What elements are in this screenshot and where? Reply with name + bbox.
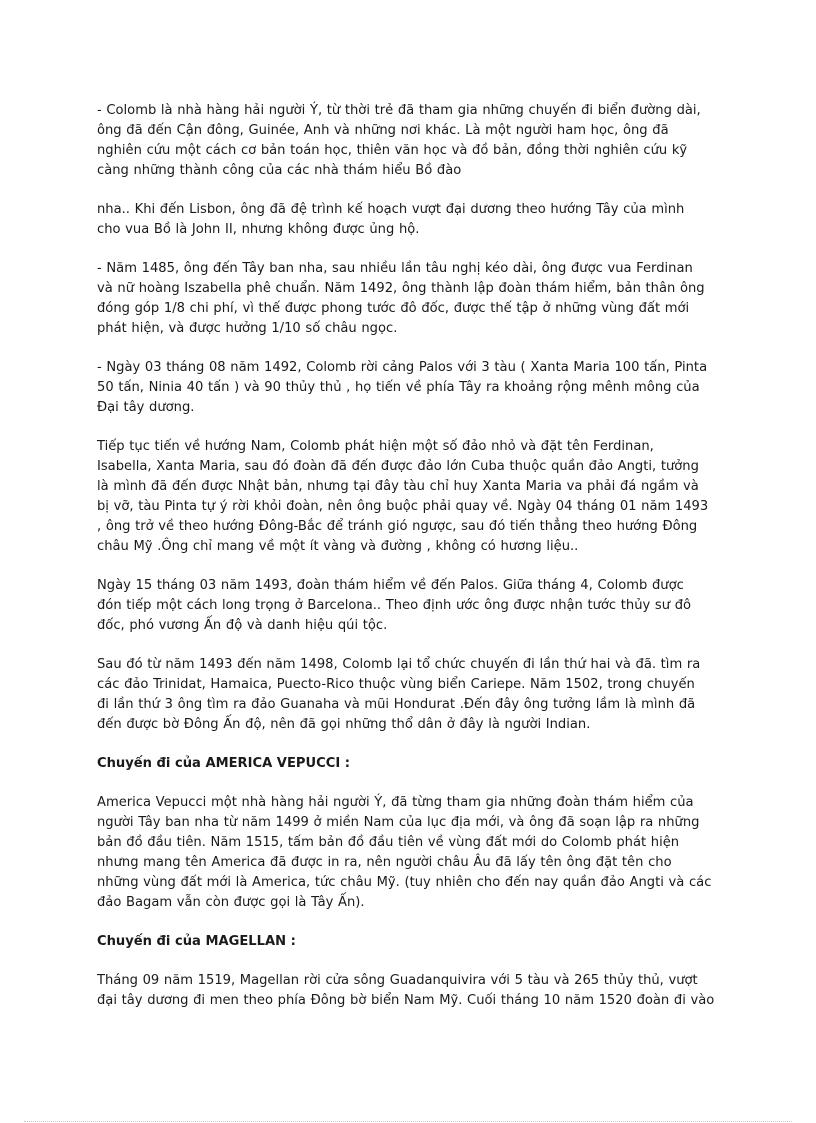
text-line: các đảo Trinidat, Hamaica, Puecto-Rico thuộc vùng biển Cariepe. Năm 1502, trong chuyến bbox=[97, 677, 695, 692]
text-line: Sau đó từ năm 1493 đến năm 1498, Colomb lại tổ chức chuyến đi lần thứ hai và đã. tìm ra bbox=[97, 657, 701, 672]
text-line: - Ngày 03 tháng 08 năm 1492, Colomb rời cảng Palos với 3 tàu ( Xanta Maria 100 tấn, Pinta bbox=[97, 360, 708, 375]
text-line: người Tây ban nha từ năm 1499 ở miền Nam của lục địa mới, và ông đã soạn lập ra những bbox=[97, 815, 700, 830]
text-line: đảo Bagam vẫn còn được gọi là Tây Ấn). bbox=[97, 895, 365, 910]
paragraph-magellan bbox=[97, 971, 721, 1011]
text-line: Tiếp tục tiến về hướng Nam, Colomb phát hiện một số đảo nhỏ và đặt tên Ferdinan, bbox=[97, 439, 654, 454]
paragraph-colomb-1485 bbox=[97, 259, 721, 339]
text-line: đến được bờ Đông Ấn độ, nên đã gọi những thổ dân ở đây là người Indian. bbox=[97, 717, 591, 732]
text-line: Tháng 09 năm 1519, Magellan rời cửa sông Guadanquivira với 5 tàu và 265 thủy thủ, vượt bbox=[97, 973, 698, 988]
text-line: là mình đã đến được Nhật bản, nhưng tại đây tàu chỉ huy Xanta Maria va phải đá ngầm và bbox=[97, 479, 699, 494]
text-line: phát hiện, và được hưởng 1/10 số châu ngọc. bbox=[97, 321, 398, 336]
text-line: những vùng đất mới là America, tức châu Mỹ. (tuy nhiên cho đến nay quần đảo Angti và các bbox=[97, 875, 712, 890]
text-line: , ông trở về theo hướng Đông-Bắc để tránh gió ngược, sau đó tiến thẳng theo hướng Đông bbox=[97, 519, 698, 534]
text-line: Đại tây dương. bbox=[97, 400, 195, 415]
text-line: bản đồ đầu tiên. Năm 1515, tấm bản đồ đầu tiên về vùng đất mới do Colomb phát hiện bbox=[97, 835, 680, 850]
text-line: nghiên cứu một cách cơ bản toán học, thiên văn học và đồ bản, đồng thời nghiên cứu kỹ bbox=[97, 143, 688, 158]
text-line: 50 tấn, Ninia 40 tấn ) và 90 thủy thủ , họ tiến về phía Tây ra khoảng rộng mênh mông của bbox=[97, 380, 700, 395]
text-line: đi lần thứ 3 ông tìm ra đảo Guanaha và mũi Hondurat .Đến đây ông tưởng lầm là mình đã bbox=[97, 697, 696, 712]
text-line: và nữ hoàng Iszabella phê chuẩn. Năm 1492, ông thành lập đoàn thám hiểm, bản thân ông bbox=[97, 281, 705, 296]
text-line: nhưng mang tên America đã được in ra, nên người châu Âu đã lấy tên ông đặt tên cho bbox=[97, 855, 672, 870]
text-line: - Colomb là nhà hàng hải người Ý, từ thời trẻ đã tham gia những chuyến đi biển đường dài, bbox=[97, 103, 701, 118]
document-body bbox=[97, 101, 721, 1030]
text-line: Isabella, Xanta Maria, sau đó đoàn đã đến được đảo lớn Cuba thuộc quần đảo Angti, tưởng bbox=[97, 459, 699, 474]
text-line: đóng góp 1/8 chi phí, vì thế được phong tước đô đốc, được thế tập ở những vùng đất mới bbox=[97, 301, 690, 316]
paragraph-colomb-south bbox=[97, 437, 721, 557]
text-line: America Vepucci một nhà hàng hải người Ý, đã từng tham gia những đoàn thám hiểm của bbox=[97, 795, 694, 810]
text-line: - Năm 1485, ông đến Tây ban nha, sau nhiều lần tâu nghị kéo dài, ông được vua Ferdinan bbox=[97, 261, 693, 276]
text-line: đốc, phó vương Ấn độ và danh hiệu qúi tộc. bbox=[97, 618, 388, 633]
paragraph-america-vepucci bbox=[97, 793, 721, 913]
section-heading-magellan: Chuyến đi của MAGELLAN : bbox=[97, 934, 296, 949]
text-line: đón tiếp một cách long trọng ở Barcelona.. Theo định ước ông được nhận tước thủy sư đô bbox=[97, 598, 692, 613]
paragraph-colomb-intro bbox=[97, 101, 721, 181]
paragraph-colomb-later-voyages bbox=[97, 655, 721, 735]
page-bottom-divider bbox=[24, 1121, 792, 1122]
section-heading-america-vepucci: Chuyến đi của AMERICA VEPUCCI : bbox=[97, 756, 351, 771]
text-line: bị vỡ, tàu Pinta tự ý rời khỏi đoàn, nên ông buộc phải quay về. Ngày 04 tháng 01 năm 1493 bbox=[97, 499, 709, 514]
text-line: cho vua Bồ là John II, nhưng không được ủng hộ. bbox=[97, 222, 420, 237]
text-line: châu Mỹ .Ông chỉ mang về một ít vàng và đường , không có hương liệu.. bbox=[97, 539, 579, 554]
text-line: càng những thành công của các nhà thám hiểu Bồ đào bbox=[97, 163, 462, 178]
text-line: đại tây dương đi men theo phía Đông bờ biển Nam Mỹ. Cuối tháng 10 năm 1520 đoàn đi vào bbox=[97, 993, 715, 1008]
text-line: nha.. Khi đến Lisbon, ông đã đệ trình kế hoạch vượt đại dương theo hướng Tây của mình bbox=[97, 202, 685, 217]
paragraph-colomb-1492 bbox=[97, 358, 721, 418]
text-line: ông đã đến Cận đông, Guinée, Anh và những nơi khác. Là một người ham học, ông đã bbox=[97, 123, 669, 138]
paragraph-colomb-lisbon bbox=[97, 200, 721, 240]
text-line: Ngày 15 tháng 03 năm 1493, đoàn thám hiểm về đến Palos. Giữa tháng 4, Colomb được bbox=[97, 578, 684, 593]
paragraph-colomb-return bbox=[97, 576, 721, 636]
